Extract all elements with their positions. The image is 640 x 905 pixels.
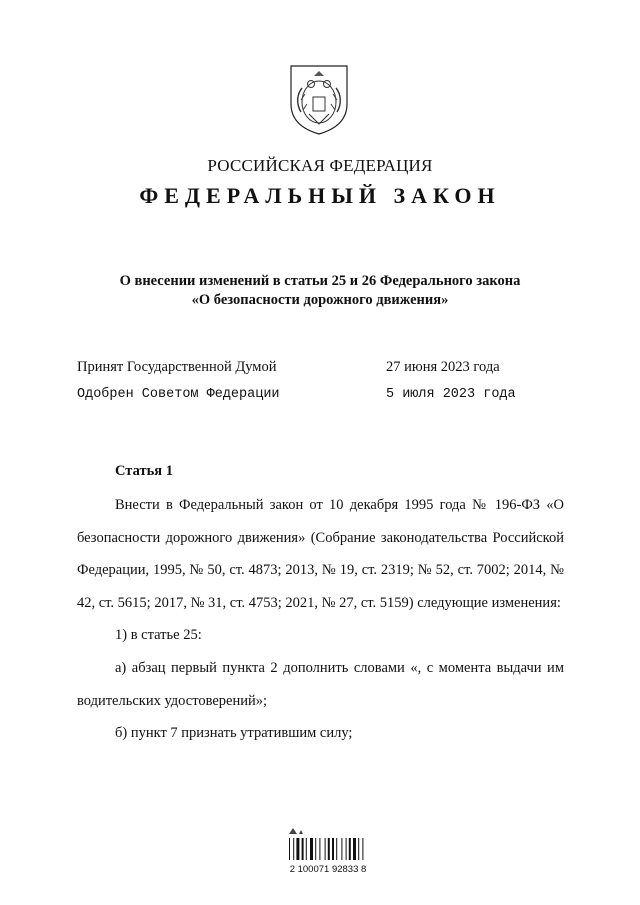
- country-name: РОССИЙСКАЯ ФЕДЕРАЦИЯ: [207, 156, 433, 175]
- document-type: ФЕДЕРАЛЬНЫЙ ЗАКОН: [139, 183, 501, 208]
- barcode-icon: [283, 826, 373, 862]
- council-date: 5 июля 2023 года: [386, 387, 516, 402]
- duma-date: 27 июня 2023 года: [386, 359, 500, 375]
- article-intro-paragraph: Внести в Федеральный закон от 10 декабря 1995 года № 196-ФЗ «О безопасности дорожного движения» (Собрание законодательства Российской Федерации, 1995, № 50, ст. 4873; 2013, № 19, ст. 2319; № 52, ст. 7002; 2014, № 42, ст. 5615; 2017, № 31, ст. 4753; 2021, № 27, ст. 5159) следующие изменения:: [77, 497, 564, 611]
- council-approval-row: [77, 387, 557, 402]
- article-item-1: 1) в статье 25:: [115, 627, 202, 644]
- article-heading: Статья 1: [115, 463, 173, 479]
- article-item-1a: а) абзац первый пункта 2 дополнить словами «, с момента выдачи им водительских удостоверений»;: [77, 659, 564, 709]
- council-label: Одобрен Советом Федерации: [77, 387, 280, 402]
- article-body: [77, 489, 564, 750]
- law-title-line1: О внесении изменений в статьи 25 и 26 Федерального закона: [119, 273, 521, 289]
- law-title-line2: «О безопасности дорожного движения»: [191, 292, 449, 308]
- law-title: [60, 272, 580, 310]
- barcode: [283, 826, 373, 876]
- article-item-1b: б) пункт 7 признать утратившим силу;: [115, 725, 353, 742]
- duma-label: Принят Государственной Думой: [77, 359, 277, 375]
- duma-adoption-row: [77, 359, 557, 376]
- coat-of-arms-icon: [287, 64, 351, 136]
- barcode-number: 2 100071 92833 8: [289, 864, 367, 875]
